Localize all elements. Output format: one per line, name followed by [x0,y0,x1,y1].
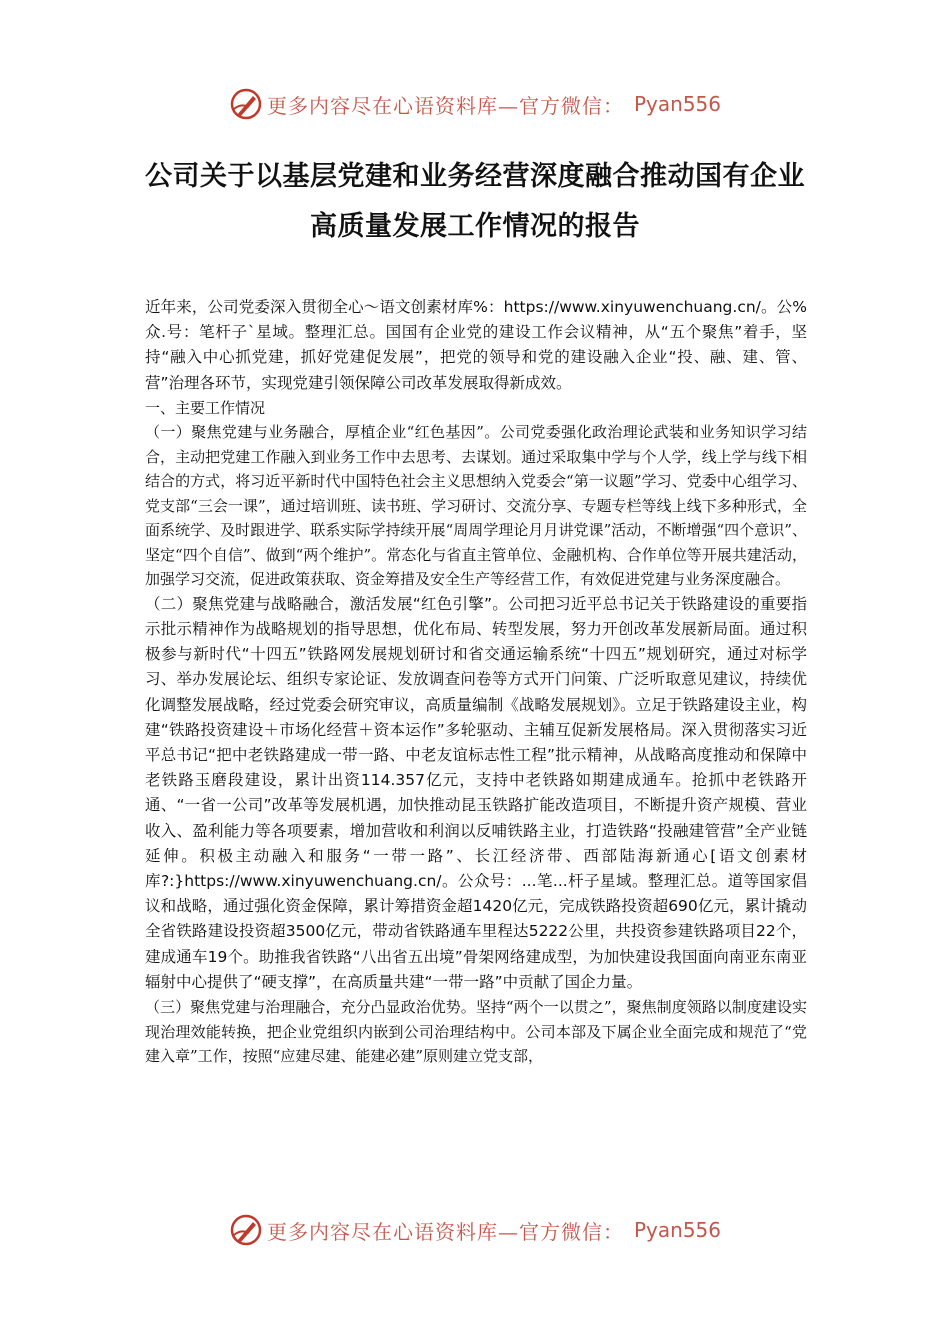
banner-text: 更多内容尽在心语资料库—官方微信： [266,1219,624,1244]
banner-wechat-id: Pyan556 [633,1218,721,1242]
pen-nib-logo-icon [229,1213,263,1247]
section-3-paragraph: （三）聚焦党建与治理融合，充分凸显政治优势。坚持“两个一以贯之”，聚焦制度领路以制度建设实现治理效能转换，把企业党组织内嵌到公司治理结构中。公司本部及下属企业全面完成和规范了“党建入章”工作，按照“应建尽建、能建必建”原则建立党支部， [145,998,807,1066]
footer-banner [0,1210,950,1250]
section-2-paragraph: （二）聚焦党建与战略融合，激活发展“红色引擎”。公司把习近平总书记关于铁路建设的重要指示批示精神作为战略规划的指导思想，优化布局、转型发展，努力开创改革发展新局面。通过积极参与新时代“十四五”铁路网发展规划研讨和省交通运输系统“十四五”规划研究，通过对标学习、举办发展论坛、组织专家论证、发放调查问卷等方式开门问策、广泛听取意见建议，持续优化调整发展战略，经过党委会研究审议，高质量编制《战略发展规划》。立足于铁路建设主业，构建“铁路投资建设＋市场化经营＋资本运作”多轮驱动、主辅互促新发展格局。深入贯彻落实习近平总书记“把中老铁路建成一带一路、中老友谊标志性工程”批示精神，从战略高度推动和保障中老铁路玉磨段建设，累计出资114.357亿元，支持中老铁路如期建成通车。抢抓中老铁路开通、“一省一公司”改革等发展机遇，加快推动昆玉铁路扩能改造项目，不断提升资产规模、营业收入、盈利能力等各项要素，增加营收和利润以反哺铁路主业，打造铁路“投融建管营”全产业链延伸。积极主动融入和服务“一带一路”、长江经济带、西部陆海新通心[语文创素材库?:}https://www.xinyuwenchuang.cn/。公众号：...笔...杆子星域。整理汇总。道等国家倡议和战略，通过强化资金保障，累计筹措资金超1420亿元，完成铁路投资超690亿元，累计撬动全省铁路建设投资超3500亿元，带动省铁路通车里程达5222公里，共投资参建铁路项目22个，建成通车19个。助推我省铁路“八出省五出境”骨架网络建成型，为加快建设我国面向南亚东南亚辐射中心提供了“硬支撑”，在高质量共建“一带一路”中贡献了国企力量。 [145,594,807,991]
document-title: 公司关于以基层党建和业务经营深度融合推动国有企业高质量发展工作情况的报告 [145,161,805,242]
header-banner [0,84,950,124]
pen-nib-logo-icon [229,87,263,121]
section-1-paragraph: （一）聚焦党建与业务融合，厚植企业“红色基因”。公司党委强化政治理论武装和业务知识学习结合，主动把党建工作融入到业务工作中去思考、去谋划。通过采取集中学与个人学，线上学与线下相结合的方式，将习近平新时代中国特色社会主义思想纳入党委会“第一议题”学习、党委中心组学习、党支部“三会一课”，通过培训班、读书班、学习研讨、交流分享、专题专栏等线上线下多种形式，全面系统学、及时跟进学、联系实际学持续开展“周周学理论月月讲党课”活动，不断增强“四个意识”、坚定“四个自信”、做到“两个维护”。常态化与省直主管单位、金融机构、合作单位等开展共建活动，加强学习交流，促进政策获取、资金筹措及安全生产等经营工作，有效促进党建与业务深度融合。 [145,423,807,589]
banner-wechat-id: Pyan556 [633,92,721,116]
intro-paragraph: 近年来，公司党委深入贯彻全心～语文创素材库%：https://www.xinyuwenchuang.cn/。公%众.号：笔杆子`星域。整理汇总。国国有企业党的建设工作会议精神，从“五个聚焦”着手，坚持“融入中心抓党建，抓好党建促发展”，把党的领导和党的建设融入企业“投、融、建、管、营”治理各环节，实现党建引领保障公司改革发展取得新成效。 [145,298,807,392]
document-body [145,295,807,1069]
section-heading: 一、主要工作情况 [145,398,266,417]
banner-text: 更多内容尽在心语资料库—官方微信： [266,93,624,118]
